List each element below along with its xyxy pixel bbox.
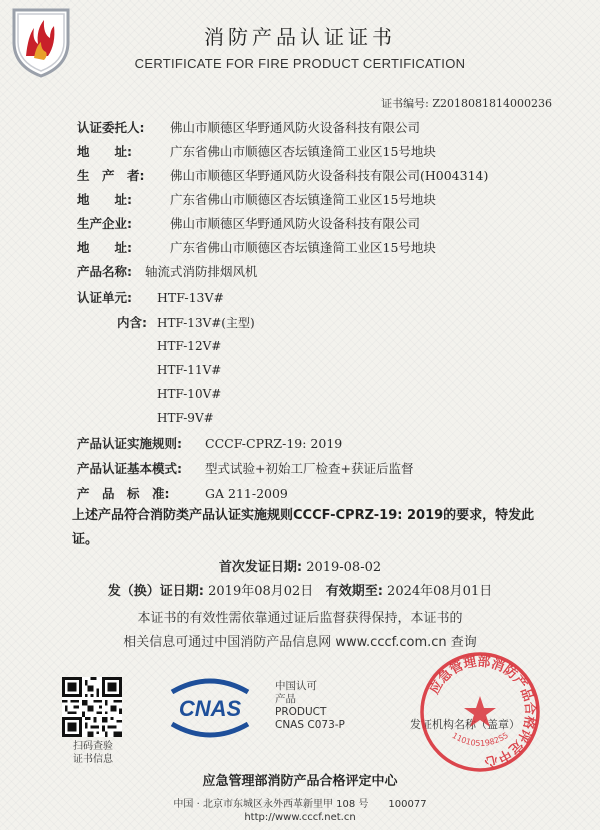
field-value: HTF-13V# <box>157 290 224 305</box>
cnas-line-2: 产品 <box>275 693 296 705</box>
model-item: HTF-10V# <box>157 387 222 401</box>
field-producer <box>77 166 488 184</box>
validity-note-2: 相关信息可通过中国消防产品信息网 www.cccf.com.cn 查询 <box>123 635 477 650</box>
field-label: 认证委托人: <box>77 120 145 135</box>
cnas-logo-text: CNAS <box>178 696 242 721</box>
cnas-line-4: CNAS C073-P <box>275 719 345 731</box>
first-issue-label: 首次发证日期: <box>218 560 303 575</box>
field-label: 产品认证实施规则: <box>77 436 182 451</box>
model-item: HTF-9V# <box>157 411 214 425</box>
field-label: 产 品 标 准: <box>77 486 170 501</box>
issue-expiry-dates <box>0 580 600 599</box>
field-value: 佛山市顺德区华野通风防火设备科技有限公司 <box>170 216 421 231</box>
validity-note-1: 本证书的有效性需依靠通过证后监督获得保持，本证书的 <box>137 611 463 626</box>
field-address-3 <box>77 238 436 256</box>
certificate-subtitle: CERTIFICATE FOR FIRE PRODUCT CERTIFICATION <box>134 56 466 71</box>
field-value: 广东省佛山市顺德区杏坛镇逢简工业区15号地块 <box>170 240 436 255</box>
seal-star-icon <box>464 696 496 727</box>
field-label: 生产企业: <box>77 216 132 231</box>
field-value: 佛山市顺德区华野通风防火设备科技有限公司(H004314) <box>170 168 489 183</box>
svg-text:1101051982S5 <box>451 731 510 748</box>
field-label: 产品名称: <box>77 264 132 279</box>
field-manufacturer <box>77 214 420 232</box>
contains-label: 内含: <box>117 315 147 330</box>
field-value: 广东省佛山市顺德区杏坛镇逢简工业区15号地块 <box>170 144 436 159</box>
field-address-1 <box>77 142 436 160</box>
field-cert-unit <box>77 288 224 306</box>
issue-date-label: 发（换）证日期: <box>107 584 204 599</box>
field-value: 佛山市顺德区华野通风防火设备科技有限公司 <box>170 120 421 135</box>
field-product-name <box>77 262 258 280</box>
field-label: 产品认证基本模式: <box>77 461 182 476</box>
field-cert-mode <box>77 459 413 477</box>
expiry-date-value: 2024年08月01日 <box>387 584 493 599</box>
field-value: CCCF-CPRZ-19: 2019 <box>205 436 343 451</box>
issue-date-value: 2019年08月02日 <box>208 584 314 599</box>
field-address-2 <box>77 190 436 208</box>
field-implementation-rule <box>77 434 342 452</box>
seal-ring-text: 应急管理部消防产品合格评定中心 <box>427 654 538 770</box>
field-value: 轴流式消防排烟风机 <box>145 264 258 279</box>
qr-caption-1: 扫码查验 <box>73 741 113 752</box>
field-entrusting-party <box>77 118 420 136</box>
model-item: HTF-11V# <box>157 363 222 377</box>
field-value: GA 211-2009 <box>205 486 288 501</box>
model-item: HTF-12V# <box>157 339 222 353</box>
issuing-organization: 应急管理部消防产品合格评定中心 <box>202 774 398 789</box>
field-label: 地 址: <box>77 144 132 159</box>
first-issue-value: 2019-08-02 <box>306 560 382 575</box>
certificate-title: 消防产品认证证书 <box>204 25 396 49</box>
field-product-standard <box>77 484 288 502</box>
field-label: 地 址: <box>77 192 132 207</box>
cnas-line-1: 中国认可 <box>275 680 317 692</box>
field-label: 地 址: <box>77 240 132 255</box>
cert-no-value: Z2018081814000236 <box>432 97 552 110</box>
cnas-line-3: PRODUCT <box>275 706 327 718</box>
qr-code[interactable] <box>62 677 122 737</box>
field-value: 广东省佛山市顺德区杏坛镇逢简工业区15号地块 <box>170 192 436 207</box>
certificate-number <box>381 95 552 111</box>
qr-caption-2: 证书信息 <box>73 754 113 765</box>
issuing-authority-signature-label: 发证机构名称（盖章） <box>410 718 520 731</box>
field-label: 生 产 者: <box>77 168 145 183</box>
organization-address: 中国 · 北京市东城区永外西革新里甲 108 号 100077 <box>173 799 427 810</box>
official-seal <box>418 650 542 774</box>
conclusion-statement: 上述产品符合消防类产品认证实施规则CCCF-CPRZ-19: 2019的要求，特发此证。 <box>72 508 535 547</box>
model-item: HTF-13V#(主型) <box>157 316 255 330</box>
cert-no-label: 证书编号: <box>381 97 429 110</box>
field-label: 认证单元: <box>77 290 132 305</box>
organization-website[interactable]: http://www.cccf.net.cn <box>244 812 356 823</box>
cnas-logo <box>160 672 260 742</box>
field-value: 型式试验+初始工厂检查+获证后监督 <box>205 461 414 476</box>
first-issue-date <box>0 556 600 575</box>
seal-number: 1101051982S5 <box>450 730 510 749</box>
expiry-date-label: 有效期至: <box>325 584 383 599</box>
cnas-accreditation <box>275 680 345 732</box>
